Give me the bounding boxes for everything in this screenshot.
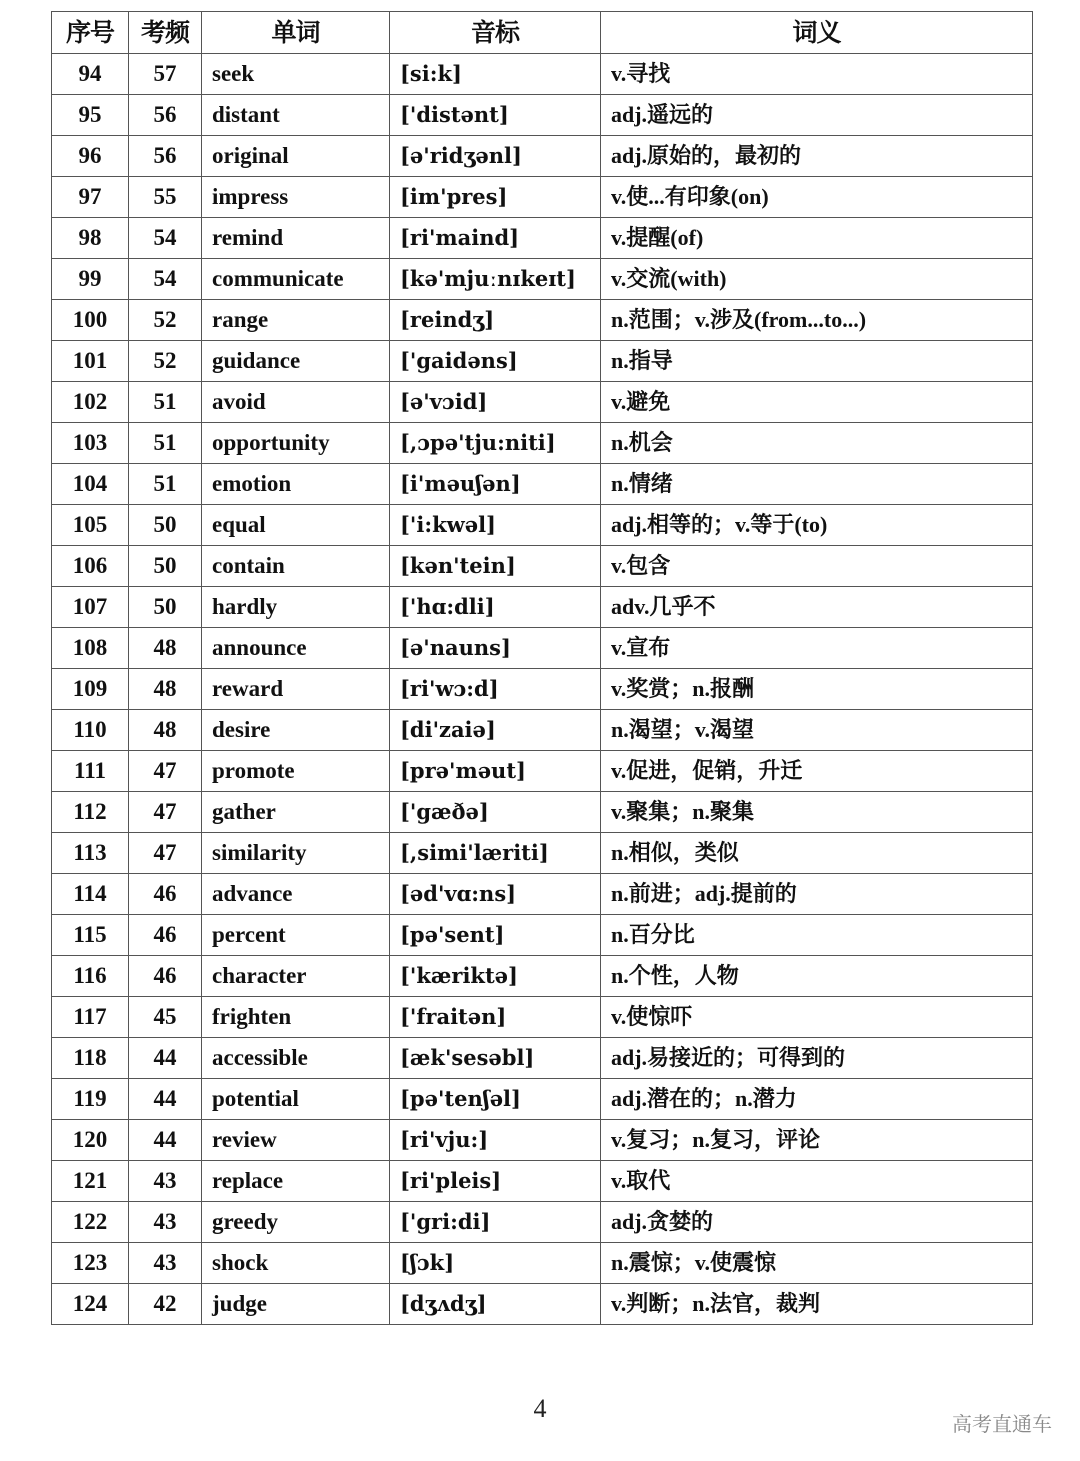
cell-word: contain <box>202 546 390 587</box>
cell-word: review <box>202 1120 390 1161</box>
cell-ipa: [kə'mjuːnɪkeɪt] <box>390 259 601 300</box>
table-row <box>52 997 1033 1038</box>
cell-num: 121 <box>52 1161 129 1202</box>
cell-freq: 44 <box>129 1038 202 1079</box>
cell-freq: 44 <box>129 1079 202 1120</box>
table-row <box>52 505 1033 546</box>
cell-num: 105 <box>52 505 129 546</box>
cell-ipa: [ə'vɔid] <box>390 382 601 423</box>
cell-definition: n.百分比 <box>601 915 1033 956</box>
cell-freq: 47 <box>129 751 202 792</box>
header-definition: 词义 <box>601 12 1033 54</box>
cell-definition: v.包含 <box>601 546 1033 587</box>
cell-freq: 57 <box>129 54 202 95</box>
table-row <box>52 710 1033 751</box>
cell-ipa: [si:k] <box>390 54 601 95</box>
cell-definition: n.渴望；v.渴望 <box>601 710 1033 751</box>
cell-ipa: ['distənt] <box>390 95 601 136</box>
table-row <box>52 218 1033 259</box>
cell-freq: 45 <box>129 997 202 1038</box>
cell-word: percent <box>202 915 390 956</box>
cell-ipa: [,simi'læriti] <box>390 833 601 874</box>
cell-ipa: [pə'tenʃəl] <box>390 1079 601 1120</box>
cell-num: 124 <box>52 1284 129 1325</box>
cell-num: 95 <box>52 95 129 136</box>
header-ipa: 音标 <box>390 12 601 54</box>
cell-num: 94 <box>52 54 129 95</box>
cell-word: shock <box>202 1243 390 1284</box>
header-num: 序号 <box>52 12 129 54</box>
cell-ipa: [di'zaiə] <box>390 710 601 751</box>
table-row <box>52 587 1033 628</box>
cell-freq: 52 <box>129 300 202 341</box>
cell-word: impress <box>202 177 390 218</box>
cell-freq: 46 <box>129 915 202 956</box>
cell-definition: v.宣布 <box>601 628 1033 669</box>
cell-num: 122 <box>52 1202 129 1243</box>
cell-num: 115 <box>52 915 129 956</box>
table-row <box>52 1202 1033 1243</box>
cell-definition: n.机会 <box>601 423 1033 464</box>
table-row <box>52 382 1033 423</box>
cell-freq: 46 <box>129 874 202 915</box>
cell-ipa: [ri'vju:] <box>390 1120 601 1161</box>
cell-num: 118 <box>52 1038 129 1079</box>
cell-freq: 51 <box>129 382 202 423</box>
cell-definition: n.指导 <box>601 341 1033 382</box>
cell-definition: v.取代 <box>601 1161 1033 1202</box>
cell-word: emotion <box>202 464 390 505</box>
cell-freq: 48 <box>129 710 202 751</box>
cell-ipa: [im'pres] <box>390 177 601 218</box>
table-row <box>52 1161 1033 1202</box>
cell-word: opportunity <box>202 423 390 464</box>
cell-definition: n.前进；adj.提前的 <box>601 874 1033 915</box>
cell-freq: 52 <box>129 341 202 382</box>
cell-num: 108 <box>52 628 129 669</box>
page-number: 4 <box>533 1394 547 1423</box>
cell-word: promote <box>202 751 390 792</box>
cell-definition: v.复习；n.复习，评论 <box>601 1120 1033 1161</box>
cell-num: 106 <box>52 546 129 587</box>
cell-num: 110 <box>52 710 129 751</box>
table-row <box>52 1243 1033 1284</box>
cell-word: equal <box>202 505 390 546</box>
cell-ipa: ['gri:di] <box>390 1202 601 1243</box>
cell-word: seek <box>202 54 390 95</box>
table-row <box>52 669 1033 710</box>
cell-definition: v.聚集；n.聚集 <box>601 792 1033 833</box>
cell-freq: 54 <box>129 218 202 259</box>
cell-ipa: [ri'wɔ:d] <box>390 669 601 710</box>
cell-num: 119 <box>52 1079 129 1120</box>
cell-ipa: [ə'nauns] <box>390 628 601 669</box>
cell-definition: adj.原始的，最初的 <box>601 136 1033 177</box>
cell-definition: v.判断；n.法官，裁判 <box>601 1284 1033 1325</box>
cell-num: 97 <box>52 177 129 218</box>
cell-ipa: [ʃɔk] <box>390 1243 601 1284</box>
cell-num: 99 <box>52 259 129 300</box>
table-body <box>52 54 1033 1325</box>
cell-freq: 46 <box>129 956 202 997</box>
cell-freq: 50 <box>129 546 202 587</box>
cell-freq: 50 <box>129 505 202 546</box>
cell-word: advance <box>202 874 390 915</box>
cell-freq: 43 <box>129 1243 202 1284</box>
cell-freq: 50 <box>129 587 202 628</box>
table-row <box>52 874 1033 915</box>
table-row <box>52 423 1033 464</box>
cell-freq: 43 <box>129 1161 202 1202</box>
table-row <box>52 341 1033 382</box>
table-row <box>52 177 1033 218</box>
cell-word: range <box>202 300 390 341</box>
cell-ipa: [kən'tein] <box>390 546 601 587</box>
cell-ipa: [ri'pleis] <box>390 1161 601 1202</box>
cell-freq: 55 <box>129 177 202 218</box>
table-row <box>52 751 1033 792</box>
cell-ipa: [ə'ridʒənl] <box>390 136 601 177</box>
vocabulary-table <box>51 11 1033 1325</box>
cell-freq: 56 <box>129 136 202 177</box>
cell-ipa: ['i:kwəl] <box>390 505 601 546</box>
cell-word: original <box>202 136 390 177</box>
table-row <box>52 1120 1033 1161</box>
cell-ipa: [əd'vɑ:ns] <box>390 874 601 915</box>
cell-definition: v.提醒(of) <box>601 218 1033 259</box>
cell-word: frighten <box>202 997 390 1038</box>
cell-word: similarity <box>202 833 390 874</box>
cell-definition: v.交流(with) <box>601 259 1033 300</box>
table-row <box>52 54 1033 95</box>
cell-definition: adv.几乎不 <box>601 587 1033 628</box>
cell-ipa: ['kæriktə] <box>390 956 601 997</box>
cell-definition: adj.相等的；v.等于(to) <box>601 505 1033 546</box>
table-row <box>52 546 1033 587</box>
cell-freq: 54 <box>129 259 202 300</box>
cell-num: 117 <box>52 997 129 1038</box>
cell-word: avoid <box>202 382 390 423</box>
cell-num: 102 <box>52 382 129 423</box>
cell-word: distant <box>202 95 390 136</box>
watermark: 高考直通车 <box>952 1412 1052 1436</box>
cell-num: 113 <box>52 833 129 874</box>
cell-freq: 42 <box>129 1284 202 1325</box>
cell-num: 120 <box>52 1120 129 1161</box>
table-row <box>52 300 1033 341</box>
cell-num: 107 <box>52 587 129 628</box>
table-row <box>52 792 1033 833</box>
cell-definition: adj.遥远的 <box>601 95 1033 136</box>
cell-word: reward <box>202 669 390 710</box>
cell-word: character <box>202 956 390 997</box>
cell-definition: v.使...有印象(on) <box>601 177 1033 218</box>
cell-definition: n.震惊；v.使震惊 <box>601 1243 1033 1284</box>
cell-word: announce <box>202 628 390 669</box>
cell-definition: v.寻找 <box>601 54 1033 95</box>
cell-num: 103 <box>52 423 129 464</box>
cell-definition: n.相似，类似 <box>601 833 1033 874</box>
cell-definition: v.促进，促销，升迁 <box>601 751 1033 792</box>
cell-definition: v.使惊吓 <box>601 997 1033 1038</box>
cell-word: gather <box>202 792 390 833</box>
header-freq: 考频 <box>129 12 202 54</box>
table-row <box>52 1284 1033 1325</box>
cell-definition: adj.易接近的；可得到的 <box>601 1038 1033 1079</box>
cell-num: 98 <box>52 218 129 259</box>
cell-ipa: [ri'maind] <box>390 218 601 259</box>
cell-num: 111 <box>52 751 129 792</box>
table-row <box>52 628 1033 669</box>
cell-definition: v.避免 <box>601 382 1033 423</box>
cell-freq: 48 <box>129 628 202 669</box>
table-row <box>52 1038 1033 1079</box>
cell-num: 96 <box>52 136 129 177</box>
cell-ipa: ['gæðə] <box>390 792 601 833</box>
cell-ipa: [i'məuʃən] <box>390 464 601 505</box>
cell-definition: v.奖赏；n.报酬 <box>601 669 1033 710</box>
cell-freq: 44 <box>129 1120 202 1161</box>
cell-definition: adj.贪婪的 <box>601 1202 1033 1243</box>
cell-freq: 43 <box>129 1202 202 1243</box>
cell-freq: 47 <box>129 792 202 833</box>
cell-definition: adj.潜在的；n.潜力 <box>601 1079 1033 1120</box>
cell-word: communicate <box>202 259 390 300</box>
cell-num: 112 <box>52 792 129 833</box>
cell-ipa: [reindʒ] <box>390 300 601 341</box>
cell-num: 104 <box>52 464 129 505</box>
cell-definition: n.范围；v.涉及(from...to...) <box>601 300 1033 341</box>
header-word: 单词 <box>202 12 390 54</box>
cell-word: greedy <box>202 1202 390 1243</box>
cell-freq: 56 <box>129 95 202 136</box>
cell-freq: 51 <box>129 423 202 464</box>
table-row <box>52 95 1033 136</box>
cell-ipa: ['hɑ:dli] <box>390 587 601 628</box>
table-row <box>52 1079 1033 1120</box>
cell-num: 116 <box>52 956 129 997</box>
cell-word: guidance <box>202 341 390 382</box>
cell-num: 101 <box>52 341 129 382</box>
table-row <box>52 915 1033 956</box>
cell-word: hardly <box>202 587 390 628</box>
cell-definition: n.情绪 <box>601 464 1033 505</box>
table-header-row <box>52 12 1033 54</box>
cell-word: desire <box>202 710 390 751</box>
cell-ipa: ['gaidəns] <box>390 341 601 382</box>
cell-num: 109 <box>52 669 129 710</box>
cell-freq: 47 <box>129 833 202 874</box>
cell-num: 114 <box>52 874 129 915</box>
cell-ipa: [æk'sesəbl] <box>390 1038 601 1079</box>
cell-word: judge <box>202 1284 390 1325</box>
cell-definition: n.个性，人物 <box>601 956 1033 997</box>
cell-num: 123 <box>52 1243 129 1284</box>
table-row <box>52 464 1033 505</box>
cell-ipa: [dʒʌdʒ] <box>390 1284 601 1325</box>
cell-word: remind <box>202 218 390 259</box>
cell-freq: 48 <box>129 669 202 710</box>
cell-word: accessible <box>202 1038 390 1079</box>
table-row <box>52 259 1033 300</box>
cell-word: potential <box>202 1079 390 1120</box>
cell-num: 100 <box>52 300 129 341</box>
cell-ipa: ['fraitən] <box>390 997 601 1038</box>
cell-ipa: [,ɔpə'tju:niti] <box>390 423 601 464</box>
table-row <box>52 956 1033 997</box>
cell-word: replace <box>202 1161 390 1202</box>
table-row <box>52 833 1033 874</box>
cell-ipa: [pə'sent] <box>390 915 601 956</box>
cell-freq: 51 <box>129 464 202 505</box>
cell-ipa: [prə'məut] <box>390 751 601 792</box>
table-row <box>52 136 1033 177</box>
